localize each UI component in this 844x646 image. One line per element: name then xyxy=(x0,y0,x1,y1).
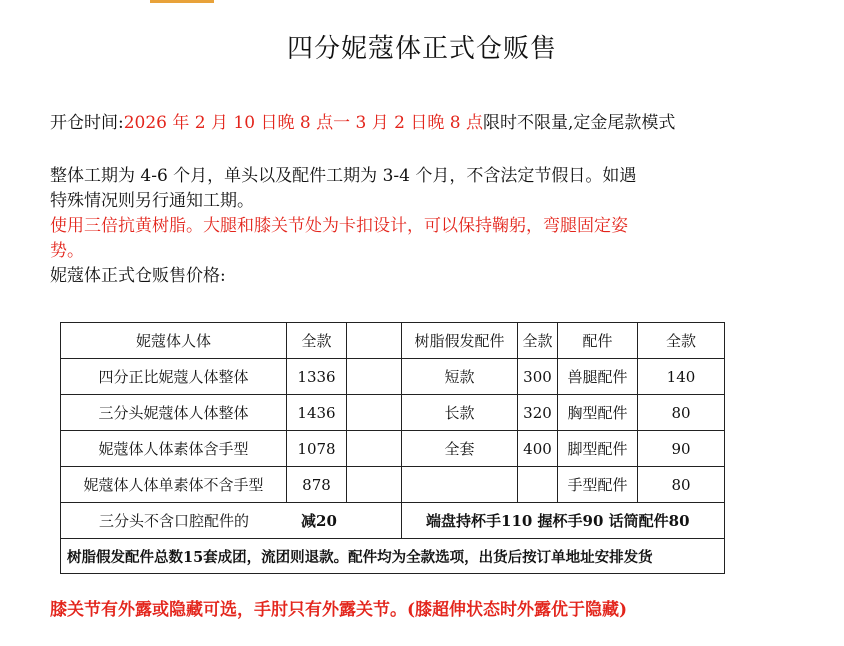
body-price: 1436 xyxy=(287,395,347,431)
price-heading: 妮蔻体正式仓贩售价格: xyxy=(50,266,226,286)
joint-note: 膝关节有外露或隐藏可选，手肘只有外露关节。(膝超伸状态时外露优于隐藏) xyxy=(50,600,628,620)
body-price: 1336 xyxy=(287,359,347,395)
extras-cell: 端盘持杯手110 握杯手90 话筒配件80 xyxy=(402,503,725,539)
table-footer-row xyxy=(61,539,725,574)
wig-name: 全套 xyxy=(402,431,518,467)
empty-cell xyxy=(347,467,402,503)
table-row xyxy=(61,395,725,431)
wig-price: 400 xyxy=(518,431,558,467)
part-price: 80 xyxy=(638,467,725,503)
schedule-line-2: 特殊情况则另行通知工期。 xyxy=(50,191,254,211)
empty-cell xyxy=(347,359,402,395)
part-name: 胸型配件 xyxy=(558,395,638,431)
discount-cell xyxy=(61,503,402,539)
part-name: 脚型配件 xyxy=(558,431,638,467)
footer-note: 树脂假发配件总数15套成团，流团则退款。配件均为全款选项，出货后按订单地址安排发货 xyxy=(61,539,725,574)
header-body-price: 全款 xyxy=(287,323,347,359)
part-name: 手型配件 xyxy=(558,467,638,503)
table-row xyxy=(61,503,725,539)
empty-cell xyxy=(347,395,402,431)
open-time-rest: 限时不限量,定金尾款模式 xyxy=(482,113,676,133)
wig-price: 320 xyxy=(518,395,558,431)
discount-value: 减20 xyxy=(301,512,337,530)
price-table xyxy=(60,322,725,574)
table-row xyxy=(61,359,725,395)
open-time-line xyxy=(50,108,675,133)
empty-cell xyxy=(518,467,558,503)
schedule-line-1: 整体工期为 4-6 个月，单头以及配件工期为 3-4 个月，不含法定节假日。如遇 xyxy=(50,166,637,186)
page-title: 四分妮蔻体正式仓贩售 xyxy=(286,34,557,64)
table-header-row xyxy=(61,323,725,359)
header-wig: 树脂假发配件 xyxy=(402,323,518,359)
body-name: 妮蔻体人体素体含手型 xyxy=(61,431,287,467)
part-price: 80 xyxy=(638,395,725,431)
table-row xyxy=(61,431,725,467)
open-time-label: 开仓时间: xyxy=(50,113,124,133)
part-price: 90 xyxy=(638,431,725,467)
body-name: 三分头妮蔻体人体整体 xyxy=(61,395,287,431)
empty-cell xyxy=(347,431,402,467)
header-body: 妮蔻体人体 xyxy=(61,323,287,359)
open-time-period: 2026 年 2 月 10 日晚 8 点一 3 月 2 日晚 8 点 xyxy=(123,113,483,133)
discount-label: 三分头不含口腔配件的 xyxy=(99,512,250,530)
empty-cell xyxy=(402,467,518,503)
resin-line-2: 势。 xyxy=(50,241,84,261)
body-price: 878 xyxy=(287,467,347,503)
header-wig-price: 全款 xyxy=(518,323,558,359)
wig-name: 短款 xyxy=(402,359,518,395)
top-accent-bar xyxy=(150,0,214,3)
part-name: 兽腿配件 xyxy=(558,359,638,395)
header-part-price: 全款 xyxy=(638,323,725,359)
resin-line-1: 使用三倍抗黄树脂。大腿和膝关节处为卡扣设计，可以保持鞠躬，弯腿固定姿 xyxy=(50,216,628,236)
body-name: 四分正比妮蔻人体整体 xyxy=(61,359,287,395)
body-price: 1078 xyxy=(287,431,347,467)
part-price: 140 xyxy=(638,359,725,395)
wig-price: 300 xyxy=(518,359,558,395)
table-row xyxy=(61,467,725,503)
empty-cell xyxy=(347,323,402,359)
body-name: 妮蔻体人体单素体不含手型 xyxy=(61,467,287,503)
wig-name: 长款 xyxy=(402,395,518,431)
header-part: 配件 xyxy=(558,323,638,359)
